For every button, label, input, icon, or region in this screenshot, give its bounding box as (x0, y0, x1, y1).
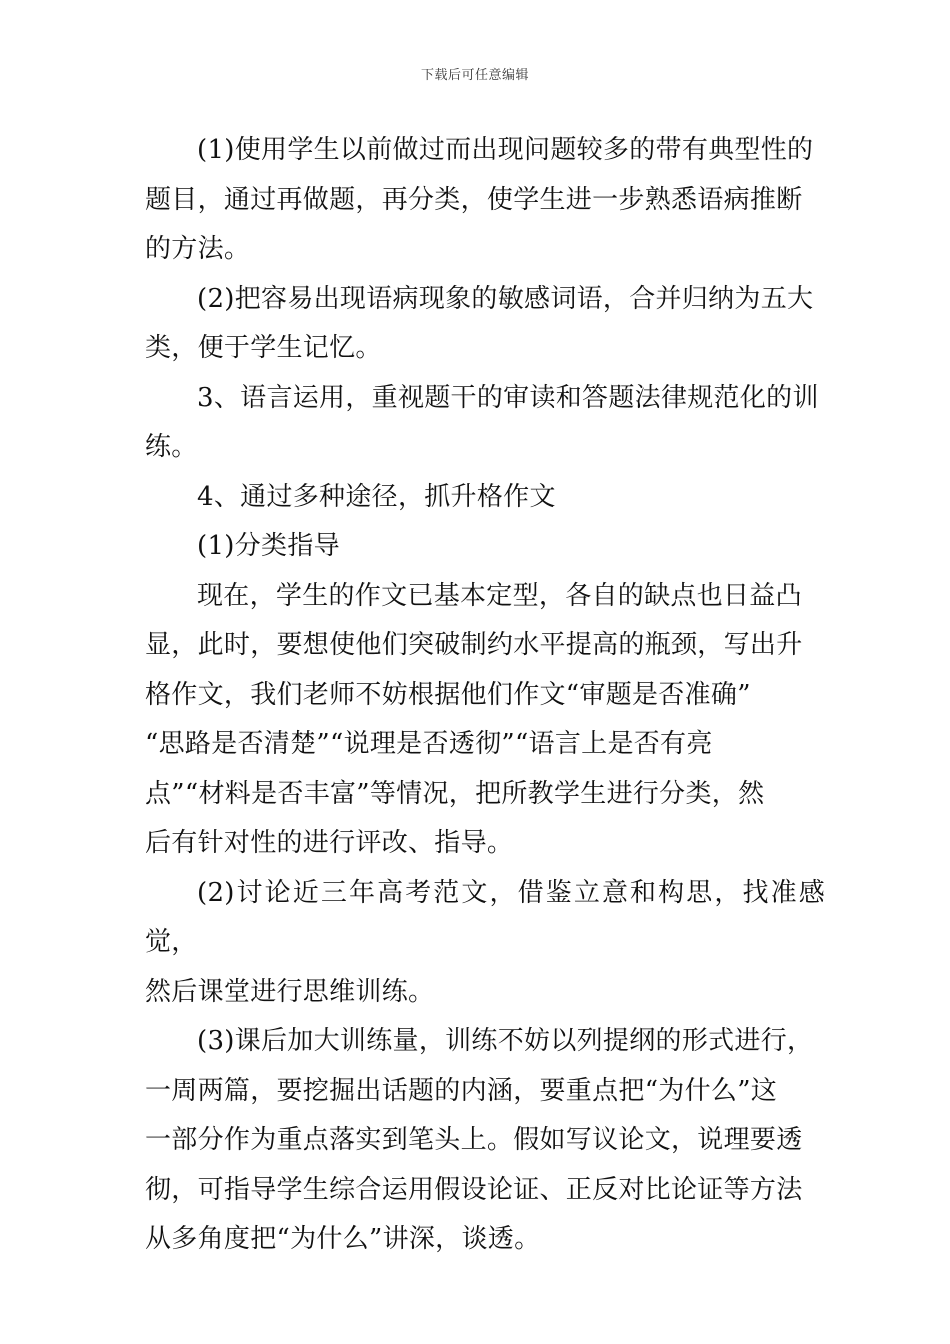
paragraph-3: 3、语言运用，重视题干的审读和答题法律规范化的训 练。 (145, 382, 819, 462)
paragraph-2: (2)把容易出现语病现象的敏感词语，合并归纳为五大 类，便于学生记忆。 (145, 283, 814, 363)
paragraph-7: (2)讨论近三年高考范文，借鉴立意和构思，找准感觉， 然后课堂进行思维训练。 (145, 877, 825, 1007)
paragraph-5: (1)分类指导 (197, 531, 340, 561)
page-header: 下载后可任意编辑 (420, 68, 529, 83)
document-body (145, 126, 825, 1265)
paragraph-8: (3)课后加大训练量，训练不妨以列提纲的形式进行， 一周两篇，要挖掘出话题的内涵，要重点把“为什么”这 一部分作为重点落实到笔头上。假如写议论文，说理要透 彻，可指导学生综合运用假设论证、正反对比论证等方法 从多角度把“为什么”讲深，谈透。 (145, 1026, 814, 1254)
paragraph-4: 4、通过多种途径，抓升格作文 (197, 481, 556, 512)
paragraph-1: (1)使用学生以前做过而出现问题较多的带有典型性的 题目，通过再做题，再分类，使学生进一步熟悉语病推断 的方法。 (145, 135, 814, 264)
paragraph-6: 现在，学生的作文已基本定型，各自的缺点也日益凸 显，此时，要想使他们突破制约水平提高的瓶颈，写出升 格作文，我们老师不妨根据他们作文“审题是否准确” “思路是否清楚”“说理是否透彻”“语言上是否有亮 点”“材料是否丰富”等情况，把所教学生进行分类，然 后有针对性的进行评改、指导。 (145, 580, 803, 858)
